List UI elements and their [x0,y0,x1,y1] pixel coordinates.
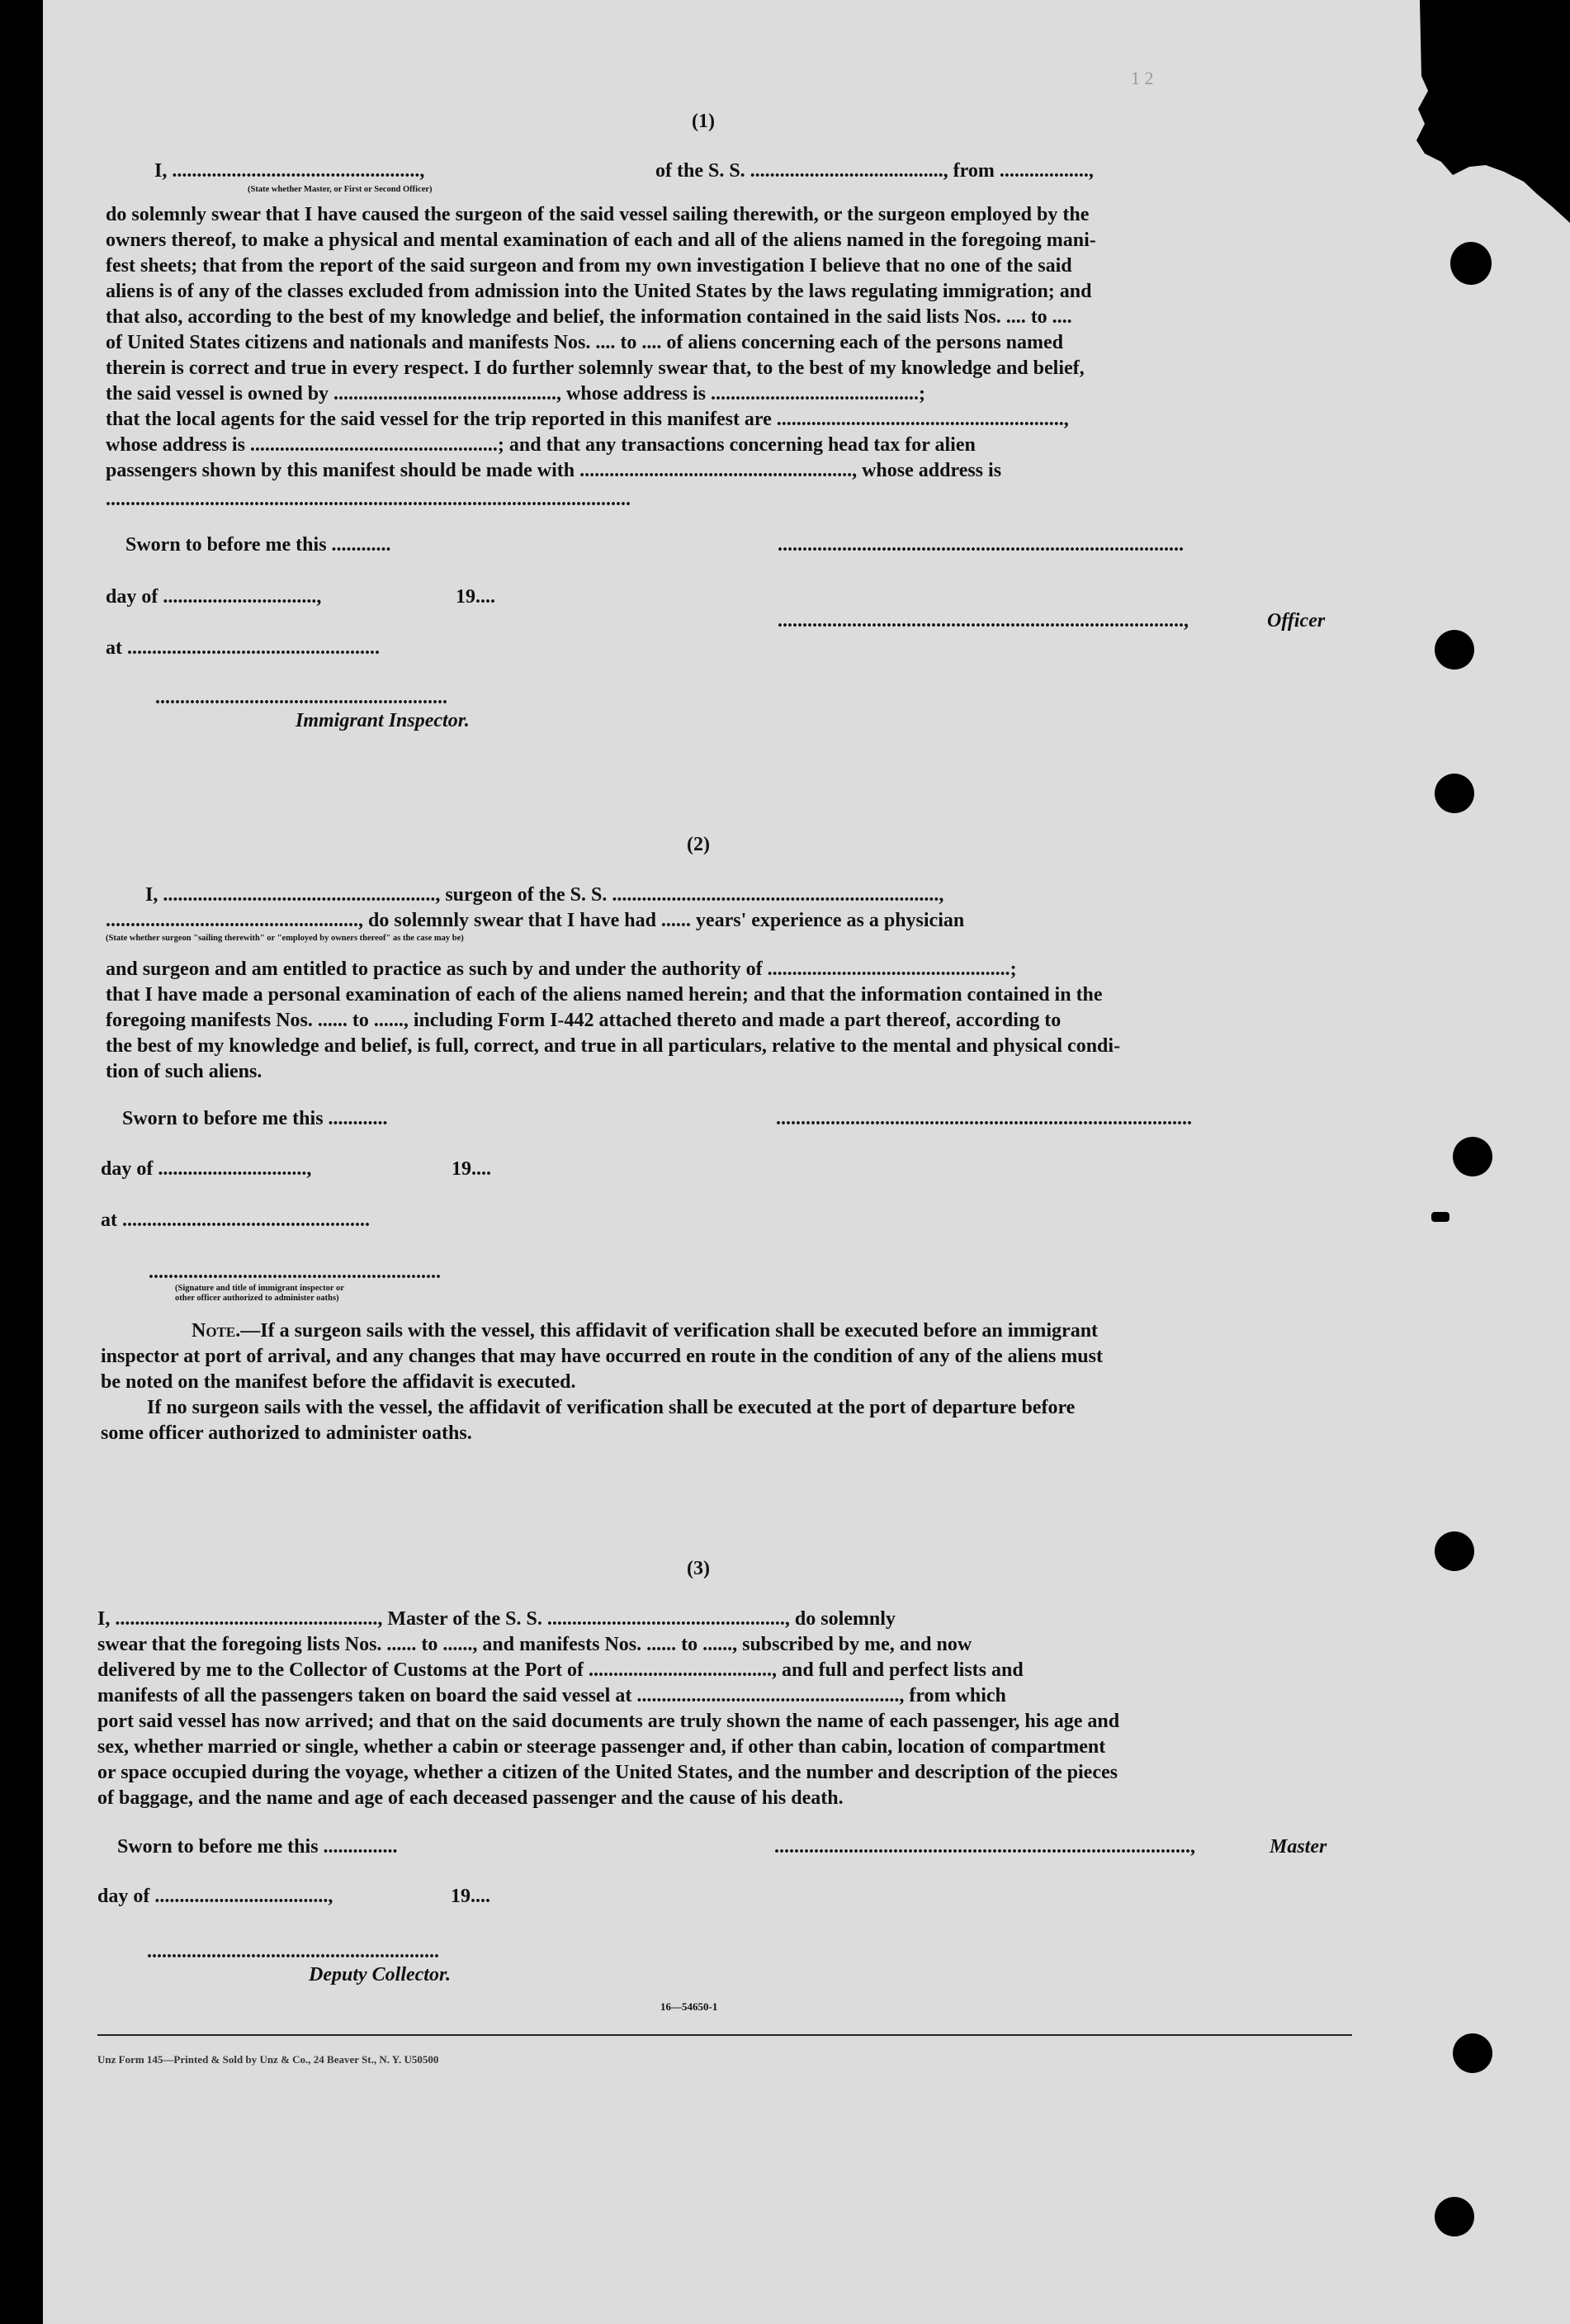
sworn-signature-line: .................................................................................... [776,1108,1192,1129]
signature-caption: (Signature and title of immigrant inspector or [175,1284,344,1293]
punch-hole [1453,1137,1492,1176]
sworn-signature-line: .................................................................................. [778,534,1184,556]
vessel-line: of the S. S. ......................................., from .................., [655,160,1094,182]
at-line: at .................................................. [101,1209,370,1231]
para-line: the said vessel is owned by ............................................., whose address is ..........................................; [106,383,925,405]
year: 19.... [451,1886,490,1907]
para-line: therein is correct and true in every respect. I do further solemnly swear that, to the best of my knowledge and belief, [106,357,1085,379]
para-line: owners thereof, to make a physical and mental examination of each and all of the aliens named in the foregoing mani- [106,230,1096,251]
para-line: be noted on the manifest before the affidavit is executed. [101,1371,576,1393]
surgeon-line: I, ......................................................., surgeon of the S. S. .................................................................., [145,884,944,906]
para-line: tion of such aliens. [106,1061,262,1082]
para-line: port said vessel has now arrived; and that on the said documents are truly shown the name of each passenger, his age and [97,1711,1120,1732]
section2-paragraph [106,957,1352,1085]
printer-footer: Unz Form 145—Printed & Sold by Unz & Co., 24 Beaver St., N. Y. U50500 [97,2053,439,2066]
sworn-before: Sworn to before me this ............... [117,1836,398,1858]
sworn-before: Sworn to before me this ............ [125,534,391,556]
note-first-line [101,1318,1352,1344]
punch-hole [1450,242,1492,285]
para-line: that also, according to the best of my knowledge and belief, the information contained in the said lists Nos. .... to .... [106,306,1072,328]
deputy-line: ........................................................... [147,1941,439,1962]
inspector-label: Immigrant Inspector. [296,710,470,731]
at-line: at ................................................... [106,637,380,659]
swear-line: ..................................................., do solemnly swear that I have had ...... years' experience as a physician [106,910,965,931]
inspector-line: ........................................................... [155,687,447,708]
signature-line: ........................................................... [149,1261,441,1283]
officer-line: .................................................................................., [778,610,1189,632]
para-line: —If a surgeon sails with the vessel, this affidavit of verification shall be executed before an immigrant [240,1320,1099,1342]
para-line: the best of my knowledge and belief, is full, correct, and true in all particulars, relative to the mental and physical condi- [106,1035,1121,1057]
punch-hole [1435,1531,1474,1571]
punch-hole [1435,774,1474,813]
day-of: day of ..................................., [97,1886,333,1907]
para-line: that I have made a personal examination of each of the aliens named herein; and that the information contained in the [106,984,1103,1006]
punch-hole [1453,2033,1492,2073]
para-line: manifests of all the passengers taken on board the said vessel at ....................................................., from which [97,1685,1006,1706]
para-line: swear that the foregoing lists Nos. ...... to ......, and manifests Nos. ...... to ......, subscribed by me, and now [97,1634,972,1655]
master-label: Master [1270,1836,1327,1858]
para-line: and surgeon and am entitled to practice as such by and under the authority of .................................................; [106,958,1017,980]
punch-hole [1435,630,1474,670]
para-line: of baggage, and the name and age of each deceased passenger and the cause of his death. [97,1787,844,1809]
sworn-before: Sworn to before me this ............ [122,1108,388,1129]
para-line: do solemnly swear that I have caused the surgeon of the said vessel sailing therewith, or the surgeon employed by the [106,204,1090,225]
deputy-label: Deputy Collector. [309,1964,451,1986]
punch-hole [1431,1212,1449,1222]
para-line: sex, whether married or single, whether a cabin or steerage passenger and, if other than cabin, location of compartment [97,1736,1106,1758]
para-line: If no surgeon sails with the vessel, the affidavit of verification shall be executed at the port of departure before [147,1397,1076,1418]
signature-caption: other officer authorized to administer oaths) [175,1294,339,1303]
year: 19.... [456,586,495,608]
day-of: day of .............................., [101,1158,312,1180]
para-line: foregoing manifests Nos. ...... to ......, including Form I-442 attached thereto and made a part thereof, according to [106,1010,1062,1031]
para-line: inspector at port of arrival, and any changes that may have occurred en route in the condition of any of the aliens must [101,1346,1103,1367]
surgeon-caption: (State whether surgeon "sailing therewith" or "employed by owners thereof" as the case may be) [106,934,464,943]
para-line: passengers shown by this manifest should be made with ......................................................., whose address is [106,460,1002,481]
para-line: of United States citizens and nationals and manifests Nos. .... to .... of aliens concerning each of the persons named [106,332,1064,353]
para-line: that the local agents for the said vessel for the trip reported in this manifest are .........................................................., [106,409,1069,430]
para-line: delivered by me to the Collector of Customs at the Port of ....................................., and full and perfect lists and [97,1659,1024,1681]
footer-rule [97,2034,1352,2036]
para-line: I, ....................................................., Master of the S. S. ................................................, do solemnly [97,1608,896,1630]
master-caption: (State whether Master, or First or Second Officer) [248,185,433,194]
note-label: Note. [192,1320,241,1342]
section3-paragraph [97,1607,1352,1811]
para-line: or space occupied during the voyage, whether a citizen of the United States, and the number and description of the pieces [97,1762,1118,1783]
corner-mark: 1 2 [1131,68,1154,88]
address-line: .......................................................................................................... [106,489,631,510]
master-line: ...................................................................................., [774,1836,1195,1858]
note-paragraph [101,1318,1352,1446]
para-line: whose address is ..................................................; and that any transactions concerning head tax for alien [106,434,976,456]
year: 19.... [452,1158,491,1180]
para-line: some officer authorized to administer oaths. [101,1422,472,1444]
section-number-3: (3) [687,1558,710,1579]
section1-paragraph [106,202,1352,484]
para-line: fest sheets; that from the report of the said surgeon and from my own investigation I believe that no one of the said [106,255,1072,277]
section-number-1: (1) [692,111,715,132]
affiant-line: I, .................................................., [154,160,425,182]
document-page [43,0,1570,2324]
day-of: day of ..............................., [106,586,322,608]
punch-hole [1435,2197,1474,2236]
officer-label: Officer [1267,610,1326,632]
para-line: aliens is of any of the classes excluded from admission into the United States by the laws regulating immigration; and [106,281,1092,302]
section-number-2: (2) [687,834,710,855]
form-code: 16—54650-1 [660,2000,718,2013]
